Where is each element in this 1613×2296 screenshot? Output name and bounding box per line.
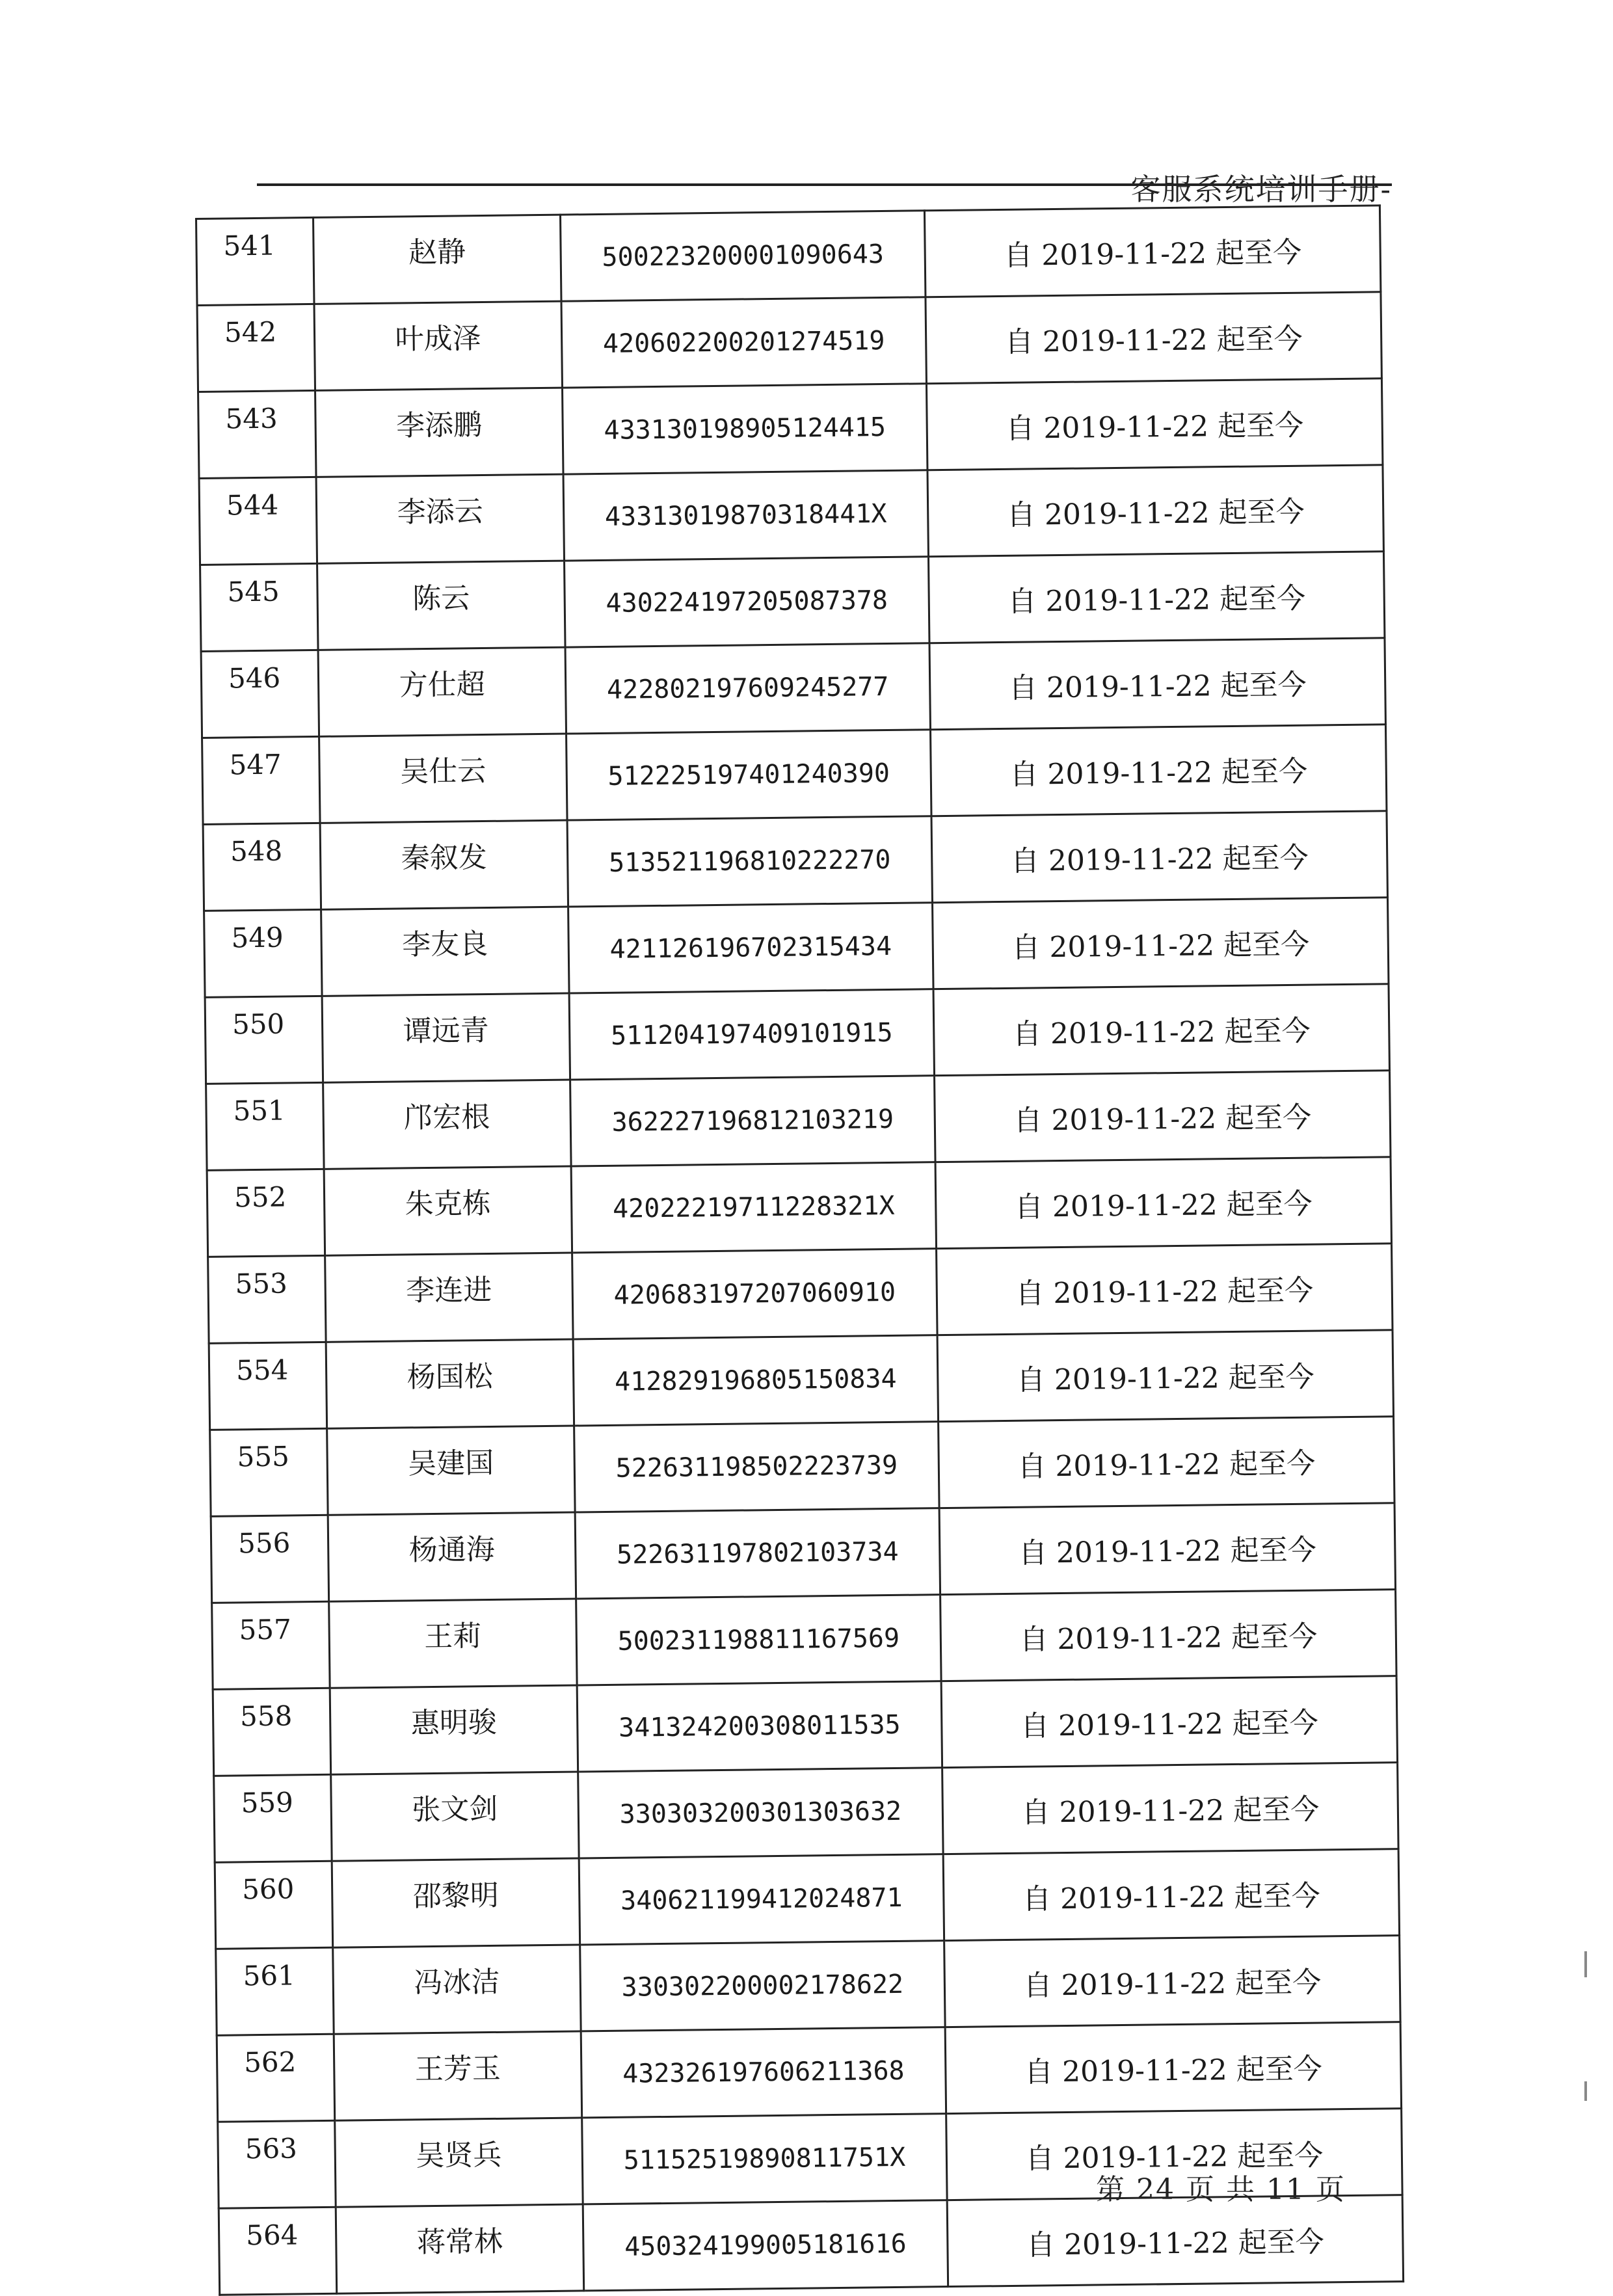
validity-period: 自 2019-11-22 起至今	[926, 292, 1381, 384]
row-number: 544	[199, 477, 317, 565]
table-row	[196, 206, 1381, 306]
validity-period: 自 2019-11-22 起至今	[940, 1590, 1396, 1681]
person-name: 李连进	[325, 1253, 573, 1342]
row-number: 559	[214, 1774, 332, 1862]
table-row	[199, 465, 1383, 565]
table-row	[198, 379, 1383, 479]
validity-period: 自 2019-11-22 起至今	[930, 725, 1386, 816]
validity-period: 自 2019-11-22 起至今	[937, 1244, 1393, 1335]
id-number: 42022219711228321X	[571, 1162, 936, 1253]
table-row	[219, 2195, 1403, 2295]
person-name: 李添鹏	[315, 388, 563, 477]
validity-period: 自 2019-11-22 起至今	[935, 1157, 1391, 1249]
validity-period: 自 2019-11-22 起至今	[947, 2195, 1403, 2287]
validity-period: 自 2019-11-22 起至今	[929, 638, 1385, 730]
validity-period: 自 2019-11-22 起至今	[926, 379, 1382, 470]
row-number: 554	[209, 1342, 327, 1430]
row-number: 562	[217, 2034, 334, 2122]
validity-period: 自 2019-11-22 起至今	[943, 1849, 1399, 1941]
id-number: 450324199005181616	[583, 2200, 948, 2291]
person-name: 赵静	[313, 215, 561, 304]
row-number: 545	[200, 563, 318, 651]
id-number: 513521196810222270	[567, 816, 932, 907]
scan-edge-mark	[1584, 1951, 1587, 1977]
validity-period: 自 2019-11-22 起至今	[945, 2022, 1401, 2114]
row-number: 546	[201, 650, 319, 738]
id-number: 330303200301303632	[578, 1768, 943, 1858]
validity-period: 自 2019-11-22 起至今	[933, 898, 1389, 989]
row-number: 563	[218, 2120, 336, 2208]
person-name: 蒋常林	[336, 2204, 583, 2293]
table-row	[214, 1763, 1398, 1863]
table-row	[215, 1849, 1399, 1949]
roster-table-wrapper	[195, 204, 1402, 2295]
row-number: 560	[215, 1861, 332, 1949]
row-number: 558	[213, 1688, 330, 1776]
person-name: 李友良	[321, 907, 569, 996]
table-row	[202, 725, 1387, 825]
person-name: 王芳玉	[334, 2031, 581, 2120]
person-name: 叶成泽	[314, 301, 562, 390]
person-name: 秦叙发	[320, 820, 568, 909]
person-name: 朱克栋	[324, 1166, 572, 1255]
validity-period: 自 2019-11-22 起至今	[937, 1330, 1393, 1422]
roster-table-body	[196, 206, 1404, 2295]
table-row	[212, 1590, 1396, 1690]
id-number: 522631198502223739	[574, 1422, 939, 1512]
table-row	[206, 1071, 1391, 1171]
id-number: 43313019870318441X	[563, 470, 928, 561]
row-number: 551	[206, 1082, 324, 1170]
validity-period: 自 2019-11-22 起至今	[939, 1503, 1395, 1595]
id-number: 500231198811167569	[576, 1595, 941, 1685]
id-number: 51152519890811751X	[582, 2114, 947, 2204]
id-number: 422802197609245277	[565, 643, 930, 734]
table-row	[203, 811, 1387, 911]
validity-period: 自 2019-11-22 起至今	[931, 811, 1387, 903]
table-row	[204, 898, 1389, 998]
person-name: 冯冰洁	[333, 1945, 581, 2034]
person-name: 杨国松	[326, 1339, 574, 1428]
person-name: 邵黎明	[332, 1858, 580, 1947]
id-number: 420602200201274519	[561, 297, 926, 388]
person-name: 张文剑	[331, 1772, 579, 1861]
table-row	[211, 1503, 1395, 1603]
row-number: 564	[219, 2207, 336, 2295]
person-name: 王莉	[329, 1599, 577, 1688]
validity-period: 自 2019-11-22 起至今	[942, 1763, 1398, 1854]
id-number: 420683197207060910	[572, 1249, 937, 1339]
header-title: 客服系统培训手册-	[1130, 172, 1392, 207]
id-number: 341324200308011535	[577, 1681, 942, 1772]
row-number: 552	[207, 1169, 325, 1257]
id-number: 432326197606211368	[581, 2027, 946, 2118]
validity-period: 自 2019-11-22 起至今	[928, 552, 1384, 643]
validity-period: 自 2019-11-22 起至今	[941, 1676, 1397, 1768]
table-row	[209, 1330, 1393, 1430]
id-number: 522631197802103734	[575, 1508, 940, 1599]
person-name: 吴建国	[327, 1426, 575, 1515]
row-number: 548	[203, 823, 321, 911]
id-number: 412829196805150834	[573, 1335, 938, 1426]
table-row	[200, 552, 1385, 652]
validity-period: 自 2019-11-22 起至今	[924, 206, 1380, 297]
row-number: 549	[204, 909, 322, 997]
row-number: 550	[205, 996, 323, 1084]
validity-period: 自 2019-11-22 起至今	[927, 465, 1383, 557]
row-number: 553	[208, 1255, 326, 1343]
id-number: 362227196812103219	[570, 1076, 935, 1166]
person-name: 谭远青	[322, 993, 570, 1082]
table-row	[210, 1417, 1394, 1517]
person-name: 吴仕云	[319, 734, 567, 823]
person-name: 邝宏根	[323, 1080, 571, 1169]
person-name: 吴贤兵	[335, 2118, 583, 2207]
validity-period: 自 2019-11-22 起至今	[946, 2109, 1402, 2200]
id-number: 512225197401240390	[567, 730, 931, 820]
table-row	[213, 1676, 1397, 1776]
table-row	[217, 2022, 1401, 2122]
table-row	[197, 292, 1381, 392]
table-row	[205, 984, 1389, 1084]
id-number: 500223200001090643	[560, 211, 925, 301]
scan-edge-mark	[1584, 2081, 1587, 2101]
row-number: 543	[198, 390, 316, 478]
table-row	[201, 638, 1385, 738]
row-number: 557	[212, 1601, 330, 1689]
id-number: 330302200002178622	[580, 1941, 945, 2031]
table-row	[216, 1936, 1400, 2036]
roster-table	[195, 204, 1404, 2295]
person-name: 惠明骏	[330, 1685, 578, 1774]
row-number: 555	[210, 1428, 328, 1516]
id-number: 340621199412024871	[579, 1854, 944, 1945]
id-number: 430224197205087378	[565, 557, 929, 647]
person-name: 方仕超	[318, 647, 566, 736]
person-name: 陈云	[317, 561, 565, 650]
table-row	[208, 1244, 1393, 1344]
validity-period: 自 2019-11-22 起至今	[935, 1071, 1391, 1162]
table-row	[207, 1157, 1391, 1257]
row-number: 541	[196, 217, 314, 305]
row-number: 542	[197, 304, 315, 392]
id-number: 421126196702315434	[568, 903, 933, 993]
person-name: 杨通海	[328, 1512, 576, 1601]
page-footer: 第 24 页 共 11 页	[1096, 2173, 1346, 2206]
id-number: 433130198905124415	[562, 384, 927, 474]
validity-period: 自 2019-11-22 起至今	[933, 984, 1389, 1076]
row-number: 556	[211, 1515, 328, 1603]
person-name: 李添云	[316, 474, 564, 563]
row-number: 547	[202, 736, 320, 824]
id-number: 511204197409101915	[569, 989, 934, 1080]
validity-period: 自 2019-11-22 起至今	[939, 1417, 1394, 1508]
row-number: 561	[216, 1947, 334, 2035]
validity-period: 自 2019-11-22 起至今	[944, 1936, 1400, 2027]
